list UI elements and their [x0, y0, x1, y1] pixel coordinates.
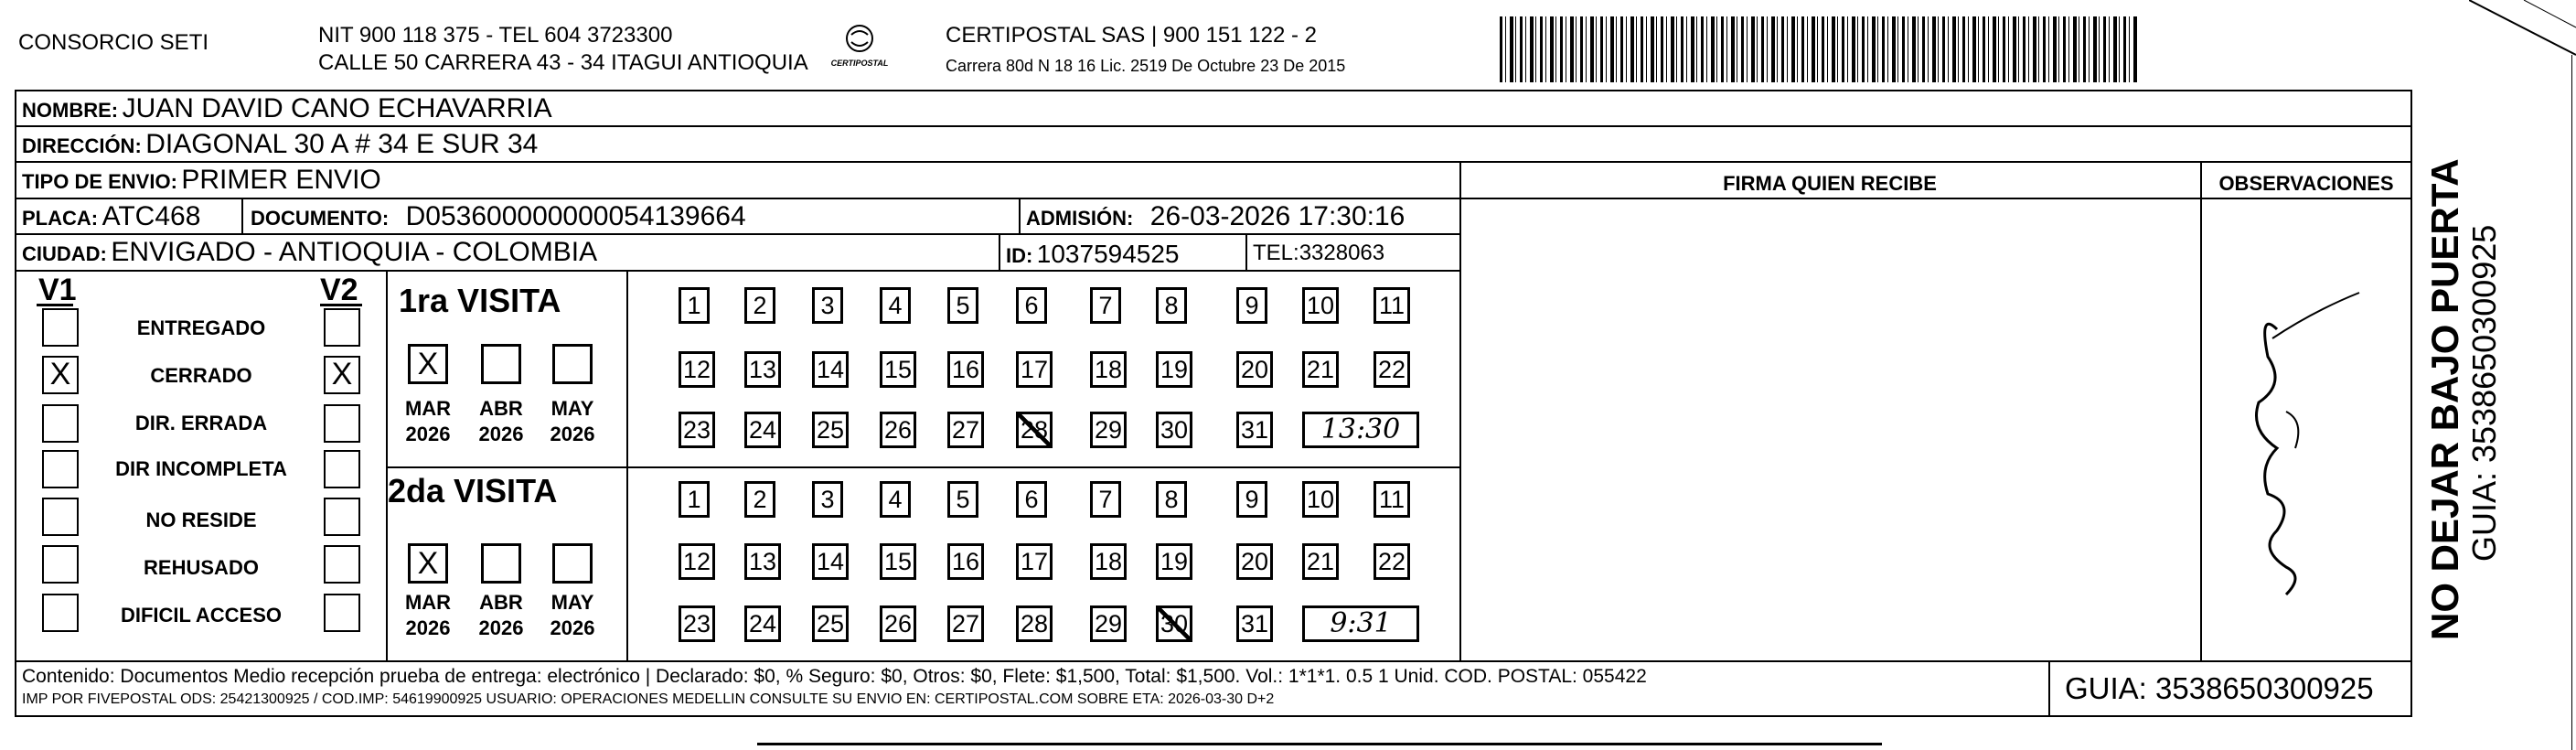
- day-box[interactable]: 19: [1156, 543, 1192, 580]
- day-box[interactable]: 17: [1016, 543, 1053, 580]
- certipostal-logo: [828, 22, 892, 77]
- day-box[interactable]: 11: [1374, 287, 1410, 324]
- day-box[interactable]: 23: [679, 412, 715, 448]
- day-box[interactable]: 24: [744, 412, 781, 448]
- day-box[interactable]: 31: [1236, 412, 1273, 448]
- company-line1: CERTIPOSTAL SAS | 900 151 122 - 2: [946, 23, 1317, 48]
- month-label: MAY: [550, 397, 594, 420]
- v2-checkbox[interactable]: [324, 594, 360, 632]
- documento-value: D053600000000054139664: [405, 201, 746, 231]
- month-checkbox[interactable]: X: [408, 543, 448, 584]
- visit2-time: 9:31: [1302, 605, 1419, 642]
- v1-checkbox[interactable]: [42, 404, 79, 443]
- sender-nit: NIT 900 118 375 - TEL 604 3723300: [318, 23, 673, 48]
- status-label: CERRADO: [150, 364, 252, 387]
- tel-label: TEL:: [1253, 241, 1299, 265]
- visit2-title: 2da VISITA: [388, 472, 558, 509]
- firma-label: FIRMA QUIEN RECIBE: [1723, 172, 1937, 195]
- month-label: ABR: [479, 397, 523, 420]
- day-box[interactable]: 28: [1016, 605, 1053, 642]
- day-box[interactable]: 22: [1374, 351, 1410, 388]
- day-box[interactable]: 15: [880, 351, 916, 388]
- year-label: 2026: [478, 423, 524, 445]
- ciudad-row: [22, 237, 597, 268]
- day-box[interactable]: 20: [1236, 543, 1273, 580]
- day-box[interactable]: 9: [1236, 287, 1267, 324]
- address-label: DIRECCIÓN:: [22, 134, 142, 157]
- logo-caption: CERTIPOSTAL: [830, 59, 889, 68]
- id-label: ID:: [1006, 244, 1033, 267]
- day-box[interactable]: 3: [812, 287, 843, 324]
- day-box[interactable]: 6: [1016, 287, 1047, 324]
- observaciones-label: OBSERVACIONES: [2218, 172, 2394, 195]
- day-box[interactable]: 14: [812, 351, 849, 388]
- ciudad-value: ENVIGADO - ANTIOQUIA - COLOMBIA: [111, 237, 598, 267]
- v1-checkbox[interactable]: X: [42, 356, 79, 394]
- day-box[interactable]: 12: [679, 351, 715, 388]
- day-box[interactable]: 27: [947, 605, 984, 642]
- barcode: [1500, 16, 2138, 82]
- name-value: JUAN DAVID CANO ECHAVARRIA: [122, 93, 552, 123]
- certipostal-seal-icon: [828, 22, 892, 77]
- day-box[interactable]: 17: [1016, 351, 1053, 388]
- v1-label: V1: [38, 273, 77, 307]
- month-checkbox[interactable]: X: [408, 344, 448, 384]
- day-box[interactable]: 14: [812, 543, 849, 580]
- v2-checkbox[interactable]: [324, 308, 360, 347]
- v2-checkbox[interactable]: [324, 404, 360, 443]
- day-box[interactable]: 16: [947, 351, 984, 388]
- visit1-time: 13:30: [1302, 412, 1419, 448]
- day-box[interactable]: 30: [1156, 412, 1192, 448]
- month-checkbox[interactable]: [481, 344, 521, 384]
- day-box[interactable]: 15: [880, 543, 916, 580]
- day-box[interactable]: 26: [880, 412, 916, 448]
- year-label: 2026: [405, 423, 451, 445]
- day-box[interactable]: 19: [1156, 351, 1192, 388]
- day-box[interactable]: 8: [1156, 287, 1187, 324]
- day-box[interactable]: 6: [1016, 481, 1047, 518]
- month-label: MAR: [404, 591, 452, 614]
- day-box[interactable]: 18: [1090, 351, 1127, 388]
- day-box[interactable]: 25: [812, 605, 849, 642]
- status-label: DIFICIL ACCESO: [120, 604, 282, 627]
- documento-row: [251, 201, 746, 232]
- id-value: 1037594525: [1036, 240, 1180, 268]
- day-box[interactable]: 1: [679, 287, 710, 324]
- month-checkbox[interactable]: [552, 543, 593, 584]
- address-value: DIAGONAL 30 A # 34 E SUR 34: [145, 129, 539, 159]
- tel-value: 3328063: [1299, 241, 1385, 265]
- footer-line1: Contenido: Documentos Medio recepción prueba de entrega: electrónico | Declarado: $0, % Seguro: $0, Otros: $0, Flete: $1,500, Total: $1,500. Vol.: 1*1*1. 0.5 1 Unid. COD. POSTAL: 055422: [22, 666, 1647, 687]
- documento-label: DOCUMENTO:: [251, 207, 390, 230]
- day-box[interactable]: 9: [1236, 481, 1267, 518]
- day-box[interactable]: 7: [1090, 481, 1121, 518]
- status-label: NO RESIDE: [145, 509, 257, 531]
- tipo-label: TIPO DE ENVIO:: [22, 170, 177, 193]
- v1-checkbox[interactable]: [42, 594, 79, 632]
- sender-name: CONSORCIO SETI: [18, 30, 209, 55]
- day-box[interactable]: 27: [947, 412, 984, 448]
- placa-label: PLACA:: [22, 207, 99, 230]
- day-box[interactable]: 10: [1302, 287, 1339, 324]
- day-box[interactable]: 20: [1236, 351, 1273, 388]
- v1-checkbox[interactable]: [42, 308, 79, 347]
- address-row: [22, 129, 538, 160]
- month-checkbox[interactable]: [481, 543, 521, 584]
- day-box[interactable]: 29: [1090, 412, 1127, 448]
- admision-label: ADMISIÓN:: [1026, 207, 1134, 230]
- day-box[interactable]: 29: [1090, 605, 1127, 642]
- v2-checkbox[interactable]: [324, 450, 360, 488]
- day-box[interactable]: 13: [744, 351, 781, 388]
- status-label: DIR. ERRADA: [134, 412, 268, 434]
- status-label: ENTREGADO: [136, 316, 266, 339]
- status-label: DIR INCOMPLETA: [115, 457, 287, 480]
- v2-checkbox[interactable]: [324, 545, 360, 584]
- day-box[interactable]: 8: [1156, 481, 1187, 518]
- month-label: ABR: [479, 591, 523, 614]
- year-label: 2026: [550, 616, 595, 639]
- admision-row: [1026, 201, 1405, 232]
- tipo-row: [22, 165, 381, 196]
- name-row: [22, 93, 552, 124]
- day-box[interactable]: 3: [812, 481, 843, 518]
- side-guia: GUIA: 3538650300925: [2465, 224, 2503, 562]
- year-label: 2026: [478, 616, 524, 639]
- day-box[interactable]: 31: [1236, 605, 1273, 642]
- day-box[interactable]: 1: [679, 481, 710, 518]
- day-box[interactable]: 5: [947, 287, 978, 324]
- day-box[interactable]: 13: [744, 543, 781, 580]
- day-box[interactable]: 26: [880, 605, 916, 642]
- v2-checkbox[interactable]: [324, 498, 360, 536]
- ciudad-label: CIUDAD:: [22, 242, 107, 265]
- day-box[interactable]: 4: [880, 287, 911, 324]
- v2-label: V2: [320, 273, 358, 307]
- v1-checkbox[interactable]: [42, 498, 79, 536]
- day-box[interactable]: 21: [1302, 351, 1339, 388]
- day-box[interactable]: 18: [1090, 543, 1127, 580]
- month-label: MAY: [550, 591, 594, 614]
- day-box[interactable]: 22: [1374, 543, 1410, 580]
- day-box[interactable]: 25: [812, 412, 849, 448]
- tel-row: [1253, 241, 1384, 266]
- year-label: 2026: [405, 616, 451, 639]
- day-box[interactable]: 2: [744, 287, 775, 324]
- day-box[interactable]: 7: [1090, 287, 1121, 324]
- visit1-title: 1ra VISITA: [399, 282, 561, 319]
- sender-address: CALLE 50 CARRERA 43 - 34 ITAGUI ANTIOQUIA: [318, 50, 808, 75]
- day-box[interactable]: 4: [880, 481, 911, 518]
- no-dejar-bajo-puerta: NO DEJAR BAJO PUERTA: [2423, 158, 2466, 640]
- admision-value: 26-03-2026 17:30:16: [1149, 201, 1406, 231]
- month-label: MAR: [404, 397, 452, 420]
- day-box[interactable]: 21: [1302, 543, 1339, 580]
- day-box[interactable]: 11: [1374, 481, 1410, 518]
- handwritten-signature: [2222, 274, 2396, 613]
- v1-checkbox[interactable]: [42, 450, 79, 488]
- v2-checkbox[interactable]: X: [324, 356, 360, 394]
- status-label: REHUSADO: [144, 556, 259, 579]
- day-box[interactable]: 16: [947, 543, 984, 580]
- year-label: 2026: [550, 423, 595, 445]
- corner-mark: [2469, 0, 2576, 73]
- day-box[interactable]: 10: [1302, 481, 1339, 518]
- name-label: NOMBRE:: [22, 99, 119, 122]
- day-box[interactable]: 12: [679, 543, 715, 580]
- id-row: [1006, 240, 1180, 269]
- footer-line2: IMP POR FIVEPOSTAL ODS: 25421300925 / COD.IMP: 54619900925 USUARIO: OPERACIONES MEDELLIN CONSULTE SU ENVIO EN: CERTIPOSTAL.COM SOBRE ETA: 2026-03-30 D+2: [22, 691, 1275, 707]
- v1-checkbox[interactable]: [42, 545, 79, 584]
- month-checkbox[interactable]: [552, 344, 593, 384]
- day-box[interactable]: 30: [1156, 605, 1192, 642]
- day-box[interactable]: 23: [679, 605, 715, 642]
- day-box[interactable]: 24: [744, 605, 781, 642]
- company-line2: Carrera 80d N 18 16 Lic. 2519 De Octubre 23 De 2015: [946, 57, 1346, 75]
- footer-guia: GUIA: 3538650300925: [2065, 671, 2374, 705]
- tipo-value: PRIMER ENVIO: [181, 165, 381, 195]
- day-box[interactable]: 28: [1016, 412, 1053, 448]
- day-box[interactable]: 5: [947, 481, 978, 518]
- placa-value: ATC468: [102, 201, 201, 231]
- placa-row: [22, 201, 200, 232]
- day-box[interactable]: 2: [744, 481, 775, 518]
